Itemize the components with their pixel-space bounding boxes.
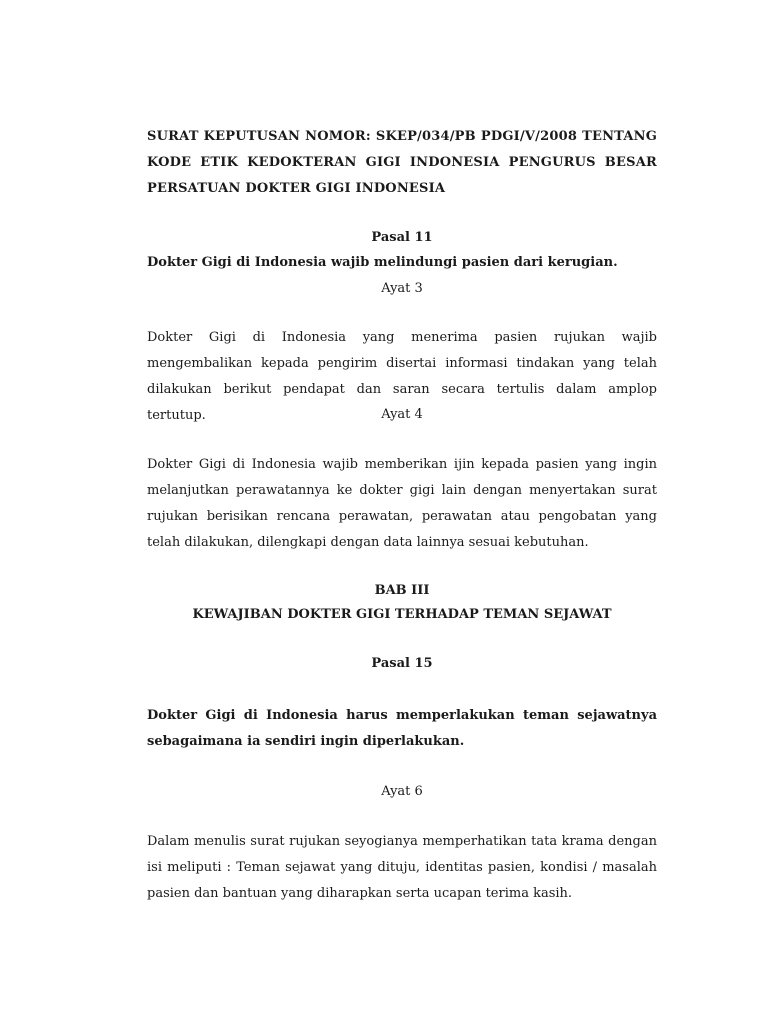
ayat-6-text: Dalam menulis surat rujukan seyogianya memperhatikan tata krama dengan isi meliputi : Teman sejawat yang dituju, identitas pasien, kondisi / masalah pasien dan bantuan yang diharapkan serta ucapan terima kasih. bbox=[147, 834, 657, 901]
ayat-3-heading: Ayat 3 bbox=[381, 281, 423, 296]
bab-3-heading: BAB III bbox=[374, 583, 430, 598]
pasal-11-heading: Pasal 11 bbox=[371, 230, 433, 245]
pasal-15-statement: Dokter Gigi di Indonesia harus memperlakukan teman sejawatnya sebagaimana ia sendiri ingin diperlakukan. bbox=[147, 708, 657, 749]
ayat-6-heading: Ayat 6 bbox=[381, 784, 423, 799]
ayat-4-heading: Ayat 4 bbox=[381, 407, 423, 422]
bab-3-subheading: KEWAJIBAN DOKTER GIGI TERHADAP TEMAN SEJAWAT bbox=[192, 607, 612, 622]
document-title: SURAT KEPUTUSAN NOMOR: SKEP/034/PB PDGI/V/2008 TENTANG KODE ETIK KEDOKTERAN GIGI INDONESIA PENGURUS BESAR PERSATUAN DOKTER GIGI INDONESIA bbox=[147, 129, 657, 196]
pasal-15-heading: Pasal 15 bbox=[371, 656, 433, 671]
document-page bbox=[147, 0, 657, 1024]
ayat-3-text: Dokter Gigi di Indonesia yang menerima pasien rujukan wajib mengembalikan kepada pengirim disertai informasi tindakan yang telah dilakukan berikut pendapat dan saran secara tertulis dalam amplop tertutup. bbox=[147, 330, 657, 423]
pasal-11-statement: Dokter Gigi di Indonesia wajib melindungi pasien dari kerugian. bbox=[147, 255, 618, 270]
ayat-4-text: Dokter Gigi di Indonesia wajib memberikan ijin kepada pasien yang ingin melanjutkan perawatannya ke dokter gigi lain dengan menyertakan surat rujukan berisikan rencana perawatan, perawatan atau pengobatan yang telah dilakukan, dilengkapi dengan data lainnya sesuai kebutuhan. bbox=[147, 457, 657, 550]
